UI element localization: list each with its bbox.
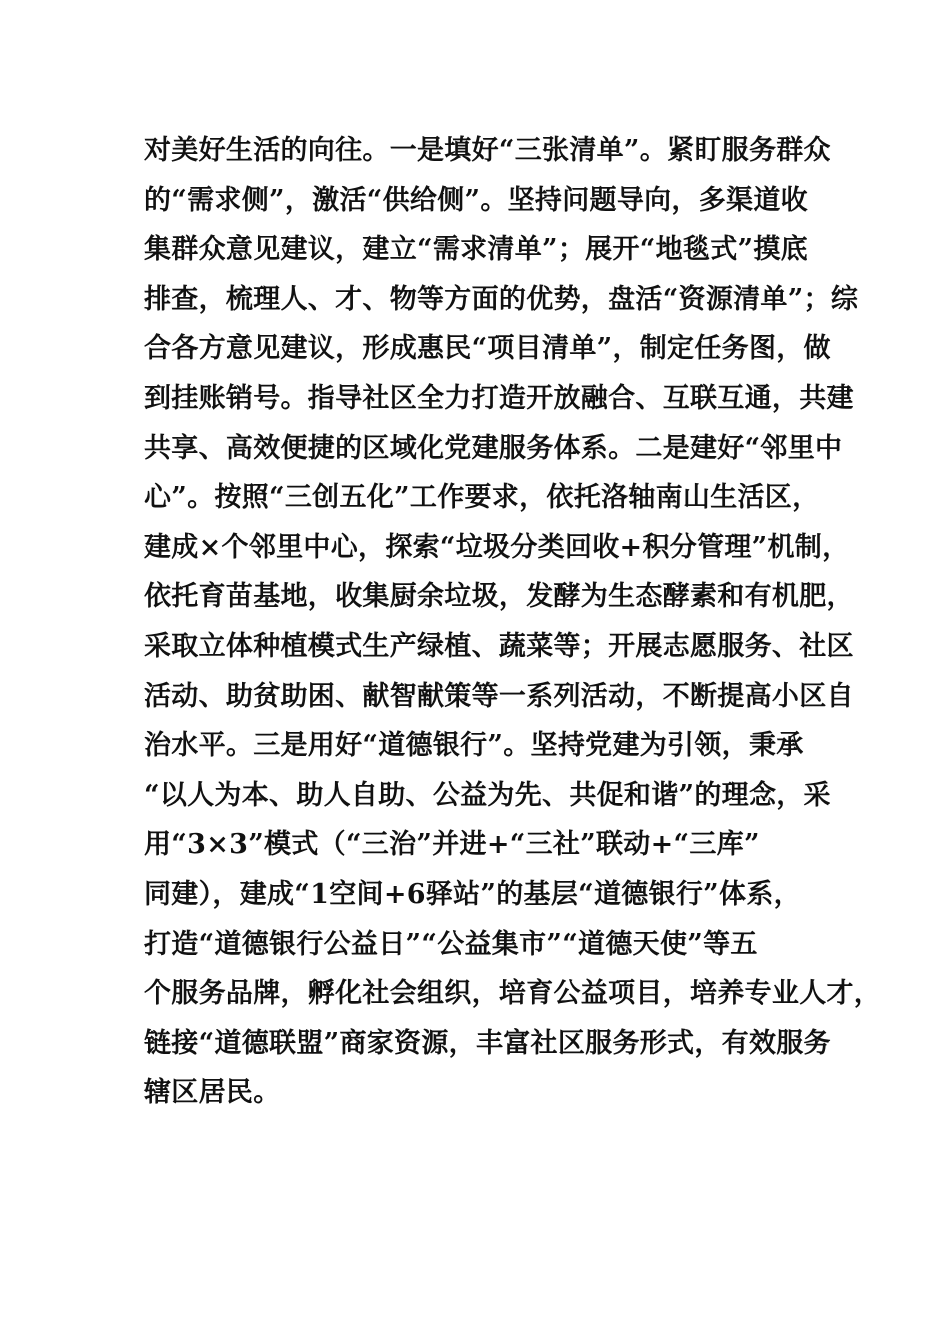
paragraph-line: 心”。按照“三创五化”工作要求，依托洛轴南山生活区， [144, 482, 820, 514]
paragraph-line: 采取立体种植模式生产绿植、蔬菜等；开展志愿服务、社区 [144, 630, 854, 662]
paragraph-line: 集群众意见建议，建立“需求清单”；展开“地毯式”摸底 [144, 234, 808, 266]
paragraph-line: 对美好生活的向往。一是填好“三张清单”。紧盯服务群众 [144, 135, 831, 166]
paragraph-line: 共享、高效便捷的区域化党建服务体系。二是建好“邻里中 [144, 432, 843, 464]
paragraph-line: 合各方意见建议，形成惠民“项目清单”，制定任务图，做 [144, 333, 831, 365]
paragraph-line: 辖区居民。 [144, 1077, 281, 1109]
paragraph-line: 治水平。三是用好“道德银行”。坚持党建为引领，秉承 [144, 730, 804, 762]
paragraph-line: 依托育苗基地，收集厨余垃圾，发酵为生态酵素和有机肥， [144, 581, 854, 613]
paragraph-line: 用“3×3”模式（“三治”并进+“三社”联动+“三库” [144, 829, 760, 861]
paragraph-line: 的“需求侧”，激活“供给侧”。坚持问题导向，多渠道收 [144, 184, 808, 216]
paragraph-line: 同建），建成“1空间+6驿站”的基层“道德银行”体系， [144, 878, 801, 910]
paragraph-line: 排查，梳理人、才、物等方面的优势，盘活“资源清单”；综 [144, 283, 859, 315]
paragraph-line: 个服务品牌，孵化社会组织，培育公益项目，培养专业人才， [144, 978, 882, 1010]
body-paragraph [144, 126, 882, 1118]
paragraph-line: 打造“道德银行公益日”“公益集市”“道德天使”等五 [144, 928, 758, 960]
paragraph-line: “以人为本、助人自助、公益为先、共促和谐”的理念，采 [144, 779, 831, 811]
paragraph-line: 活动、助贫助困、献智献策等一系列活动，不断提高小区自 [144, 680, 854, 712]
paragraph-line: 链接“道德联盟”商家资源，丰富社区服务形式，有效服务 [144, 1027, 831, 1059]
paragraph-line: 建成×个邻里中心，探索“垃圾分类回收+积分管理”机制， [144, 531, 850, 563]
paragraph-line: 到挂账销号。指导社区全力打造开放融合、互联互通，共建 [144, 382, 854, 414]
